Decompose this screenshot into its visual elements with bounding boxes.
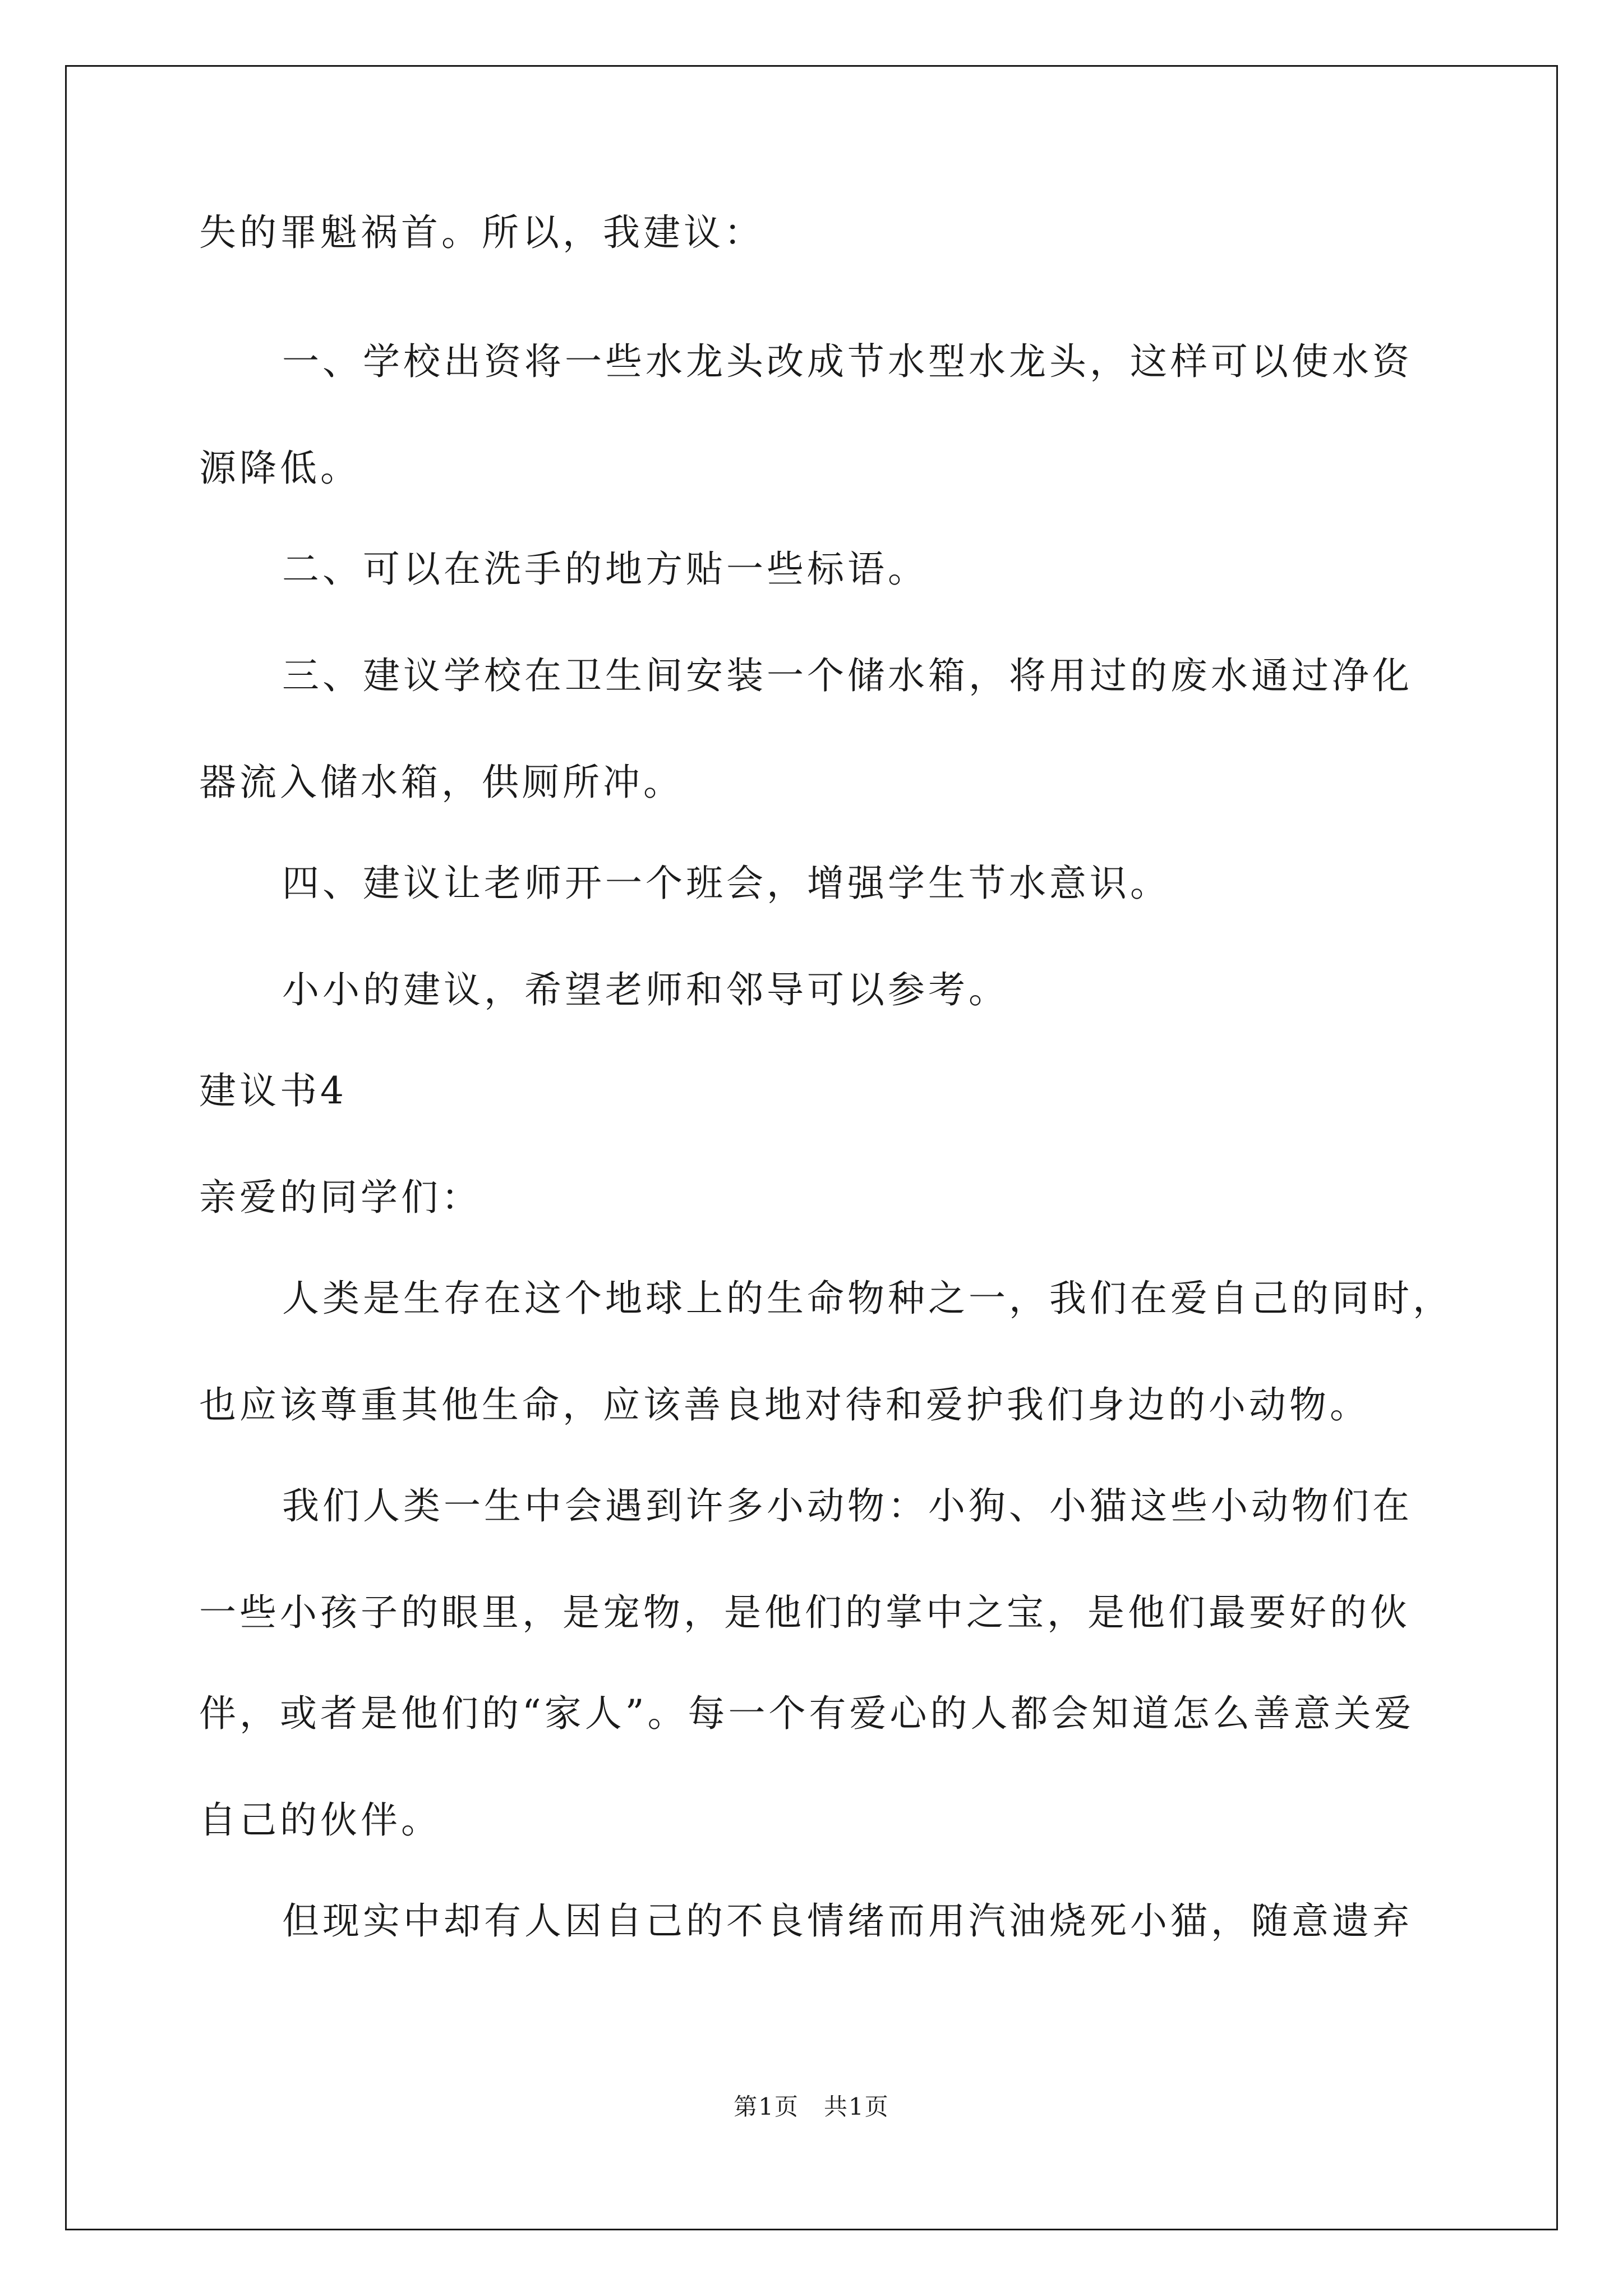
section-heading: 建议书4	[199, 1069, 347, 1112]
paragraph-line: 四、建议让老师开一个班会，增强学生节水意识。	[282, 862, 1170, 905]
salutation: 亲爱的同学们：	[199, 1176, 482, 1219]
paragraph-line: 人类是生存在这个地球上的生命物种之一，我们在爱自己的同时，	[282, 1277, 1453, 1320]
paragraph-line: 伴，或者是他们的“家人”。每一个有爱心的人都会知道怎么善意关爱	[199, 1692, 1415, 1735]
paragraph-line: 我们人类一生中会遇到许多小动物：小狗、小猫这些小动物们在	[282, 1484, 1413, 1527]
paragraph-line: 自己的伙伴。	[199, 1798, 441, 1842]
paragraph-line: 但现实中却有人因自己的不良情绪而用汽油烧死小猫，随意遗弃	[282, 1899, 1413, 1943]
paragraph-line: 失的罪魁祸首。所以，我建议：	[199, 211, 764, 254]
paragraph-line: 一、学校出资将一些水龙头改成节水型水龙头，这样可以使水资	[282, 340, 1413, 383]
paragraph-line: 器流入储水箱，供厕所冲。	[199, 761, 684, 804]
paragraph-line: 源降低。	[199, 447, 361, 490]
page-number-footer: 第1页 共1页	[734, 2093, 889, 2120]
paragraph-line: 三、建议学校在卫生间安装一个储水箱，将用过的废水通过净化	[282, 654, 1413, 697]
paragraph-line: 二、可以在洗手的地方贴一些标语。	[282, 547, 928, 591]
paragraph-line: 小小的建议，希望老师和邻导可以参考。	[282, 968, 1009, 1011]
paragraph-line: 一些小孩子的眼里，是宠物，是他们的掌中之宝，是他们最要好的伙	[199, 1591, 1410, 1634]
paragraph-line: 也应该尊重其他生命，应该善良地对待和爱护我们身边的小动物。	[199, 1383, 1370, 1427]
